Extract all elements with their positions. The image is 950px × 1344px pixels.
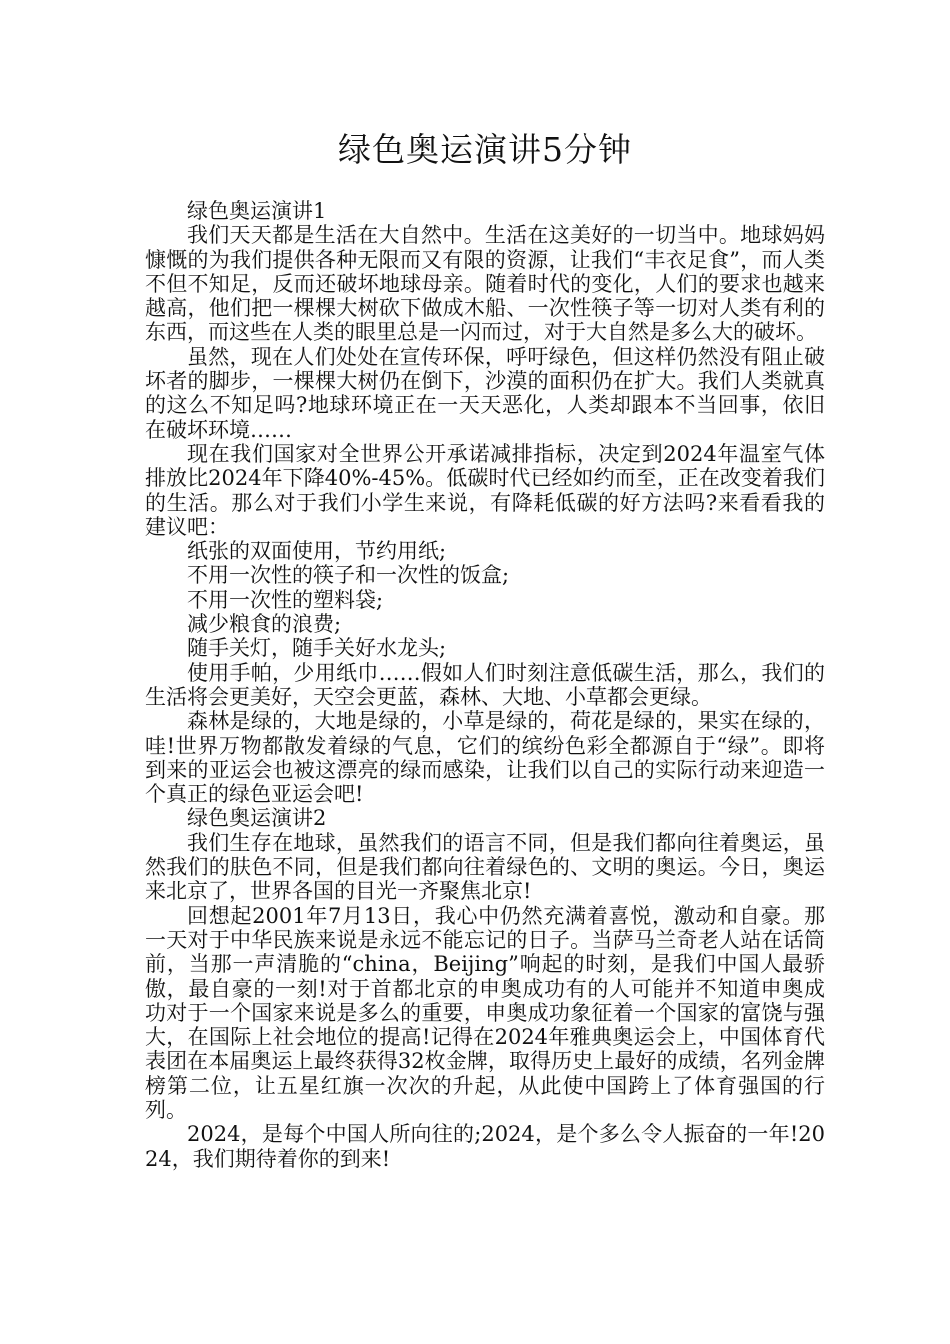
section-heading-1: 绿色奥运演讲1 bbox=[187, 199, 327, 223]
document-body bbox=[145, 199, 825, 1171]
paragraph: 使用手帕，少用纸巾……假如人们时刻注意低碳生活，那么，我们的生活将会更美好，天空会更蓝，森林、大地、小草都会更绿。 bbox=[145, 660, 825, 709]
list-item: 随手关灯，随手关好水龙头; bbox=[187, 636, 447, 661]
paragraph: 现在我们国家对全世界公开承诺减排指标，决定到2024年温室气体排放比2024年下降40%-45%。低碳时代已经如约而至，正在改变着我们的生活。那么对于我们小学生来说，有降耗低碳的好方法吗?来看看我的建议吧： bbox=[145, 441, 825, 539]
list-item: 不用一次性的塑料袋; bbox=[187, 587, 384, 612]
list-item: 不用一次性的筷子和一次性的饭盒; bbox=[187, 563, 510, 588]
list-item: 纸张的双面使用，节约用纸; bbox=[187, 539, 447, 564]
section-heading-2: 绿色奥运演讲2 bbox=[187, 806, 327, 831]
paragraph: 2024，是每个中国人所向往的;2024，是个多么令人振奋的一年!2024，我们期待着你的到来! bbox=[145, 1122, 825, 1171]
paragraph: 森林是绿的，大地是绿的，小草是绿的，荷花是绿的，果实在绿的，哇!世界万物都散发着绿的气息，它们的缤纷色彩全都源自于“绿”。即将到来的亚运会也被这漂亮的绿而感染，让我们以自己的实际行动来迎造一个真正的绿色亚运会吧! bbox=[145, 709, 825, 807]
paragraph: 我们天天都是生活在大自然中。生活在这美好的一切当中。地球妈妈慷慨的为我们提供各种无限而又有限的资源，让我们“丰衣足食”，而人类不但不知足，反而还破坏地球母亲。随着时代的变化，人们的要求也越来越高，他们把一棵棵大树砍下做成木船、一次性筷子等一切对人类有利的东西，而这些在人类的眼里总是一闪而过，对于大自然是多么大的破坏。 bbox=[145, 223, 825, 345]
list-item: 减少粮食的浪费; bbox=[187, 612, 342, 637]
paragraph: 我们生存在地球，虽然我们的语言不同，但是我们都向往着奥运，虽然我们的肤色不同，但是我们都向往着绿色的、文明的奥运。今日，奥运来北京了，世界各国的目光一齐聚焦北京! bbox=[145, 830, 825, 904]
document-title: 绿色奥运演讲5分钟 bbox=[338, 130, 632, 169]
paragraph: 虽然，现在人们处处在宣传环保，呼吁绿色，但这样仍然没有阻止破坏者的脚步，一棵棵大树仍在倒下，沙漠的面积仍在扩大。我们人类就真的这么不知足吗?地球环境正在一天天恶化，人类却跟本不当回事，依旧在破坏环境…… bbox=[145, 344, 825, 442]
paragraph: 回想起2001年7月13日，我心中仍然充满着喜悦，激动和自豪。那一天对于中华民族来说是永远不能忘记的日子。当萨马兰奇老人站在话筒前，当那一声清脆的“china，Beijing”响起的时刻，是我们中国人最骄傲，最自豪的一刻!对于首都北京的申奥成功有的人可能并不知道申奥成功对于一个国家来说是多么的重要，申奥成功象征着一个国家的富饶与强大，在国际上社会地位的提高!记得在2024年雅典奥运会上，中国体育代表团在本届奥运上最终获得32枚金牌，取得历史上最好的成绩，名列金牌榜第二位，让五星红旗一次次的升起，从此使中国跨上了体育强国的行列。 bbox=[145, 903, 825, 1122]
document-page bbox=[145, 124, 825, 1171]
